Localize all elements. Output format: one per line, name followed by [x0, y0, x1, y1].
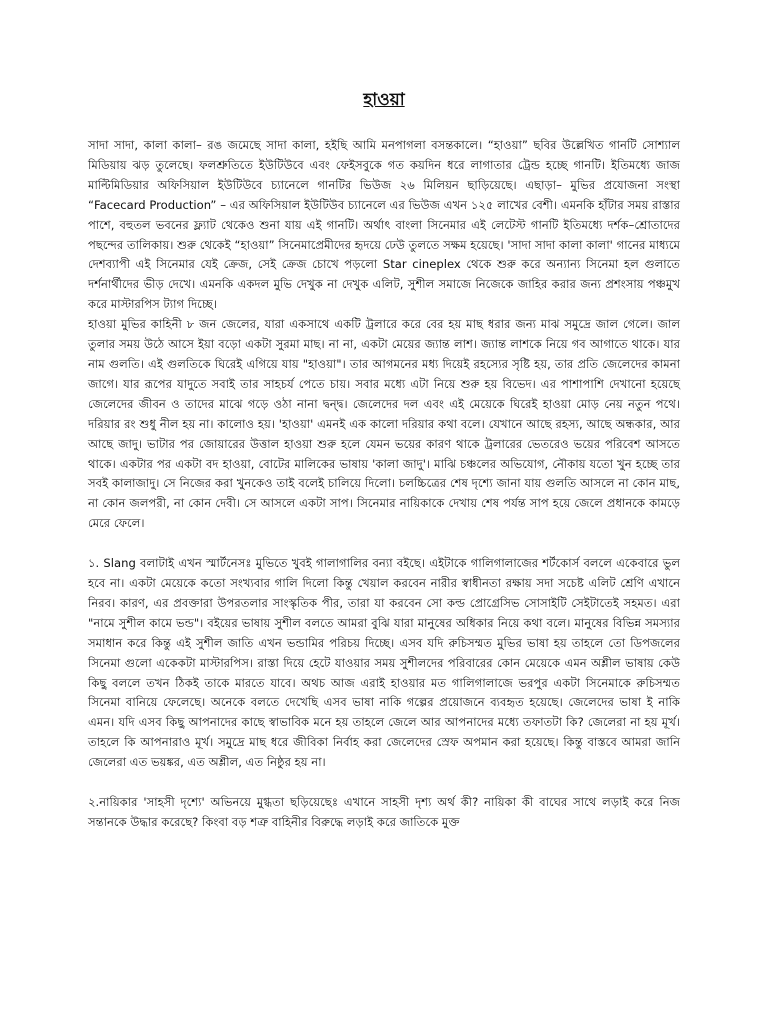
paragraph-spacer [88, 534, 680, 554]
document-page [88, 88, 680, 833]
paragraph-intro: সাদা সাদা, কালা কালা– রঙ জমেছে সাদা কালা, হইছি আমি মনপাগলা বসন্তকালে। “হাওয়া” ছবির উল্লেখিত গানটি সোশ্যাল মিডিয়ায় ঝড় তুলেছে। ফলশ্রুতিতে ইউটিউবে এবং ফেইসবুকে গত কয়দিন ধরে লাগাতার ট্রেন্ড হচ্ছে গানটি। ইতিমধ্যে জাজ মাল্টিমিডিয়ার অফিসিয়াল ইউটিউবে চ্যানেলে গানটির ভিউজ ২৬ মিলিয়ন ছাড়িয়েছে। এছাড়া– মুভির প্রযোজনা সংস্থা “Facecard Production” – এর অফিসিয়াল ইউটিউব চ্যানেলে এর ভিউজ এখন ১২৫ লাখের বেশী। এমনকি হাঁটার সময় রাস্তার পাশে, বহুতল ভবনের ফ্ল্যাট থেকেও শুনা যায় এই গানটি। অর্থাৎ বাংলা সিনেমার এই লেটেস্ট গানটি ইতিমধ্যে দর্শক–শ্রোতাদের পছন্দের তালিকায়। শুরু থেকেই “হাওয়া” সিনেমাপ্রেমীদের হৃদয়ে ঢেউ তুলতে সক্ষম হয়েছে। 'সাদা সাদা কালা কালা' গানের মাধ্যমে দেশব্যাপী এই সিনেমার যেই ক্রেজ, সেই ক্রেজ চোখে পড়লো Star cineplex থেকে শুরু করে অন্যান্য সিনেমা হল গুলাতে দর্শনার্থীদের ভীড় দেখে। এমনকি একদল মুভি দেখুক না দেখুক এলিট, সুশীল সমাজে নিজেকে জাহির করার জন্য প্রশংসায় পঞ্চমুখ করে মাস্টারপিস ট্যাগ দিচ্ছে। [88, 138, 680, 312]
paragraph-spacer [88, 773, 680, 793]
paragraph-point-1: ১. Slang বলাটাই এখন স্মার্টনেসঃ মুভিতে খুবই গালাগালির বন্যা বইছে। এইটাকে গালিগালাজের শর্টকোর্স বললে একেবারে ভুল হবে না। একটা মেয়েকে কতো সংখ্যবার গালি দিলো কিন্তু খেয়াল করবেন নারীর স্বাধীনতা রক্ষায় সদা সচেষ্ট এলিট শ্রেণি এখানে নিরব। কারণ, এর প্রবক্তারা উপরতলার সাংস্কৃতিক পীর, তারা যা করবেন সো কল্ড প্রোগ্রেসিভ সোসাইটি সেইটাতেই সহমত। এরা "নামে সুশীল কামে ভন্ড"। বইয়ের ভাষায় সুশীল বলতে আমরা বুঝি যারা মানুষের অধিকার নিয়ে কথা বলে। মানুষের বিভিন্ন সমস্যার সমাধান করে কিন্তু এই সুশীল জাতি এখন ভন্ডামির পরিচয় দিচ্ছে। এসব যদি রুচিসম্মত মুভির ভাষা হয় তাহলে তো ডিপজলের সিনেমা গুলো একেকটা মাস্টারপিস। রাস্তা দিয়ে হেটে যাওয়ার সময় সুশীলদের পরিবারের কোন মেয়েকে এমন অশ্লীল ভাষায় কেউ কিছু বললে তখন ঠিকই তাকে মারতে যাবে। অথচ আজ এরাই হাওয়ার মত গালিগালাজে ভরপুর একটা সিনেমাকে রুচিসম্মত সিনেমা বানিয়ে ফেলেছে। অনেকে বলতে দেখেছি এসব ভাষা নাকি গল্পের প্রয়োজনে ব্যবহৃত হয়েছে। জেলেদের ভাষা ই নাকি এমন। যদি এসব কিছু আপনাদের কাছে স্বাভাবিক মনে হয় তাহলে জেলে আর আপনাদের মধ্যে তফাতটা কি? জেলেরা না হয় মূর্খ।তাহলে কি আপনারাও মূর্খ। সমুদ্রে মাছ ধরে জীবিকা নির্বাহ করা জেলেদের স্রেফ অপমান করা হয়েছে। কিন্তু বাস্তবে আমরা জানি জেলেরা এত ভয়ঙ্কর, এত অশ্লীল, এত নিষ্ঠুর হয় না। [88, 556, 680, 770]
paragraph-story: হাওয়া মুভির কাহিনী ৮ জন জেলের, যারা একসাথে একটি ট্রলারে করে বের হয় মাছ ধরার জন্য মাঝ সমুদ্রে জাল গেলে। জাল তুলার সময় উঠে আসে ইয়া বড়ো একটা সুরমা মাছ। না না, একটা মেয়ের জ্যান্ত লাশ। জ্যান্ত লাশকে নিয়ে গব আগাতে থাকে। যার নাম গুলতি। এই গুলতিকে ঘিরেই এগিয়ে যায় "হাওয়া"। তার আগমনের মধ্য দিয়েই রহস্যের সৃষ্টি হয়, তার প্রতি জেলেদের কামনা জাগে। যার রূপের যাদুতে সবাই তার সাহচর্য পেতে চায়। সবার মধ্যে এটা নিয়ে শুরু হয় বিভেদ। এর পাশাপাশি দেখানো হয়েছে জেলেদের জীবন ও তাদের মাঝে গড়ে ওঠা নানা দ্বন্দ্ব। জেলেদের দল এবং এই মেয়েকে ঘিরেই হাওয়া মোড় নেয় নতুন পথে। দরিয়ার রং শুধু নীল হয় না। কালোও হয়। 'হাওয়া' এমনই এক কালো দরিয়ার কথা বলে। যেখানে আছে রহস্য, আছে অন্ধকার, আর আছে জাদু। ভাটার পর জোয়ারের উত্তাল হাওয়া শুরু হলে যেমন ভয়ের কারণ থাকে ট্রলারের ভেতরেও ভয়ের পরিবেশ আসতে থাকে। একটার পর একটা বদ হাওয়া, বোটের মালিকের ভাষায় 'কালা জাদু'। মাঝি চঞ্চলের অভিযোগ, নৌকায় যতো খুন হচ্ছে তার সবই কালাজাদু। সে নিজের করা খুনকেও তাই বলেই চালিয়ে দিলো। চলচ্চিত্রের শেষ দৃশ্যে জানা যায় গুলতি আসলে না কোন মাছ, না কোন জলপরী, না কোন দেবী। সে আসলে একটা সাপ। সিনেমার নায়িকাকে দেখায় শেষ পর্যন্ত সাপ হয়ে জেলে প্রধানকে কামড়ে মেরে ফেলে। [88, 317, 680, 531]
document-title: হাওয়া [363, 90, 405, 110]
paragraph-point-2: ২.নায়িকার 'সাহসী দৃশ্যে' অভিনয়ে মুগ্ধতা ছড়িয়েছেঃ এখানে সাহসী দৃশ্য অর্থ কী? নায়িকা কী বাঘের সাথে লড়াই করে নিজ সন্তানকে উদ্ধার করেছে? কিংবা বড় শত্রু বাহিনীর বিরুদ্ধে লড়াই করে জাতিকে মুক্ত [88, 795, 680, 829]
